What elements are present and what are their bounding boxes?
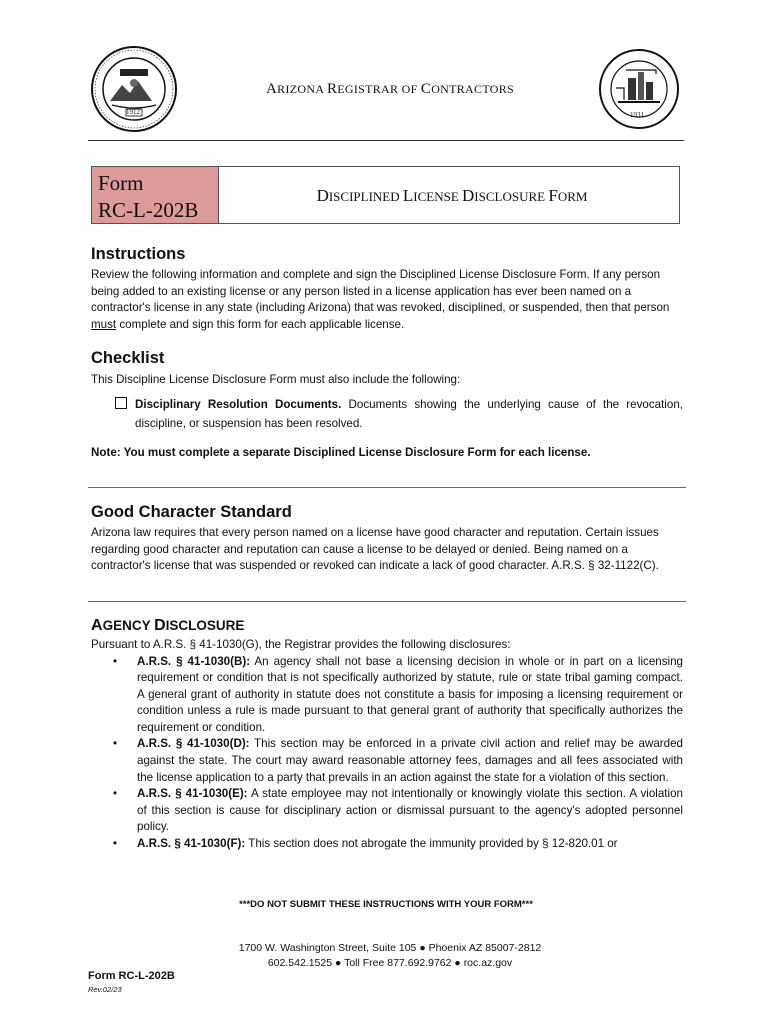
checkbox-icon[interactable] [115, 397, 127, 409]
agency-intro: Pursuant to A.R.S. § 41-1030(G), the Registrar provides the following disclosures: [91, 638, 511, 651]
right-seal-year: 1931 [630, 111, 644, 119]
form-code: Form RC-L-202B [88, 970, 175, 982]
form-number: RC-L-202B [98, 198, 199, 222]
left-seal-year: 1912 [126, 108, 140, 116]
form-title-initial: D [462, 186, 475, 205]
instructions-section [91, 245, 683, 333]
good-character-heading: Good Character Standard [91, 503, 292, 521]
form-label: Form [98, 171, 144, 195]
form-title [262, 186, 642, 206]
good-character-section [91, 503, 683, 575]
list-item: • A.R.S. § 41-1030(E): A state employee may not intentionally or knowingly violate this section. A violation of this section is cause for disciplinary action or dismissal pursuant to the agency's adopted personnel policy. [113, 787, 683, 834]
address-line-2: 602.542.1525 ● Toll Free 877.692.9762 ● roc.az.gov [267, 957, 513, 969]
form-title-initial: D [316, 186, 329, 205]
bullet-icon: ● [419, 942, 426, 954]
agency-bullets [111, 654, 683, 853]
form-title-rest: ISCLOSURE [474, 189, 549, 204]
header-divider [88, 140, 684, 141]
checklist-item: Disciplinary Resolution Documents. Documents showing the underlying cause of the revocation, discipline, or suspension has been resolved. [115, 395, 683, 433]
section-divider [88, 601, 686, 602]
checklist-intro: This Discipline License Disclosure Form must also include the following: [91, 373, 461, 386]
do-not-submit-notice: ***DO NOT SUBMIT THESE INSTRUCTIONS WITH YOUR FORM*** [239, 899, 533, 910]
section-divider [88, 487, 686, 488]
form-title-initial: L [402, 186, 414, 205]
agency-disclosure-heading: AGENCY DISCLOSURE [91, 617, 245, 634]
instructions-text: Review the following information and complete and sign the Disciplined License Disclosure Form. If any person being added to an existing license or any person listed in a license application has ever been named on a contractor's license in any state (including Arizona) that was revoked, disciplined, or suspended, then that person must complete and sign this form for each applicable license. [91, 268, 670, 331]
checklist-note: Note: You must complete a separate Disciplined License Disclosure Form for each license. [91, 445, 591, 459]
list-item: • A.R.S. § 41-1030(B): An agency shall not base a licensing decision in whole or in part on a licensing requirement or condition that is not specifically authorized by statute, rule or state tribal gaming compact. A general grant of authority in statute does not constitute a basis for imposing a licensing requirement or condition unless a rule is made pursuant to that general grant of authority that specifically authorizes the requirement or condition. [113, 654, 683, 734]
agency-title: ARIZONA REGISTRAR OF CONTRACTORS [266, 81, 514, 97]
form-title-rest: ICENSE [413, 189, 463, 204]
agency-disclosure-section [91, 617, 683, 853]
list-item: • A.R.S. § 41-1030(D): This section may be enforced in a private civil action and relief may be awarded against the state. The court may award reasonable attorney fees, damages and all fees associated with the license application to a party that prevails in an action against the state for a violation of this section. [113, 737, 683, 784]
list-item: • A.R.S. § 41-1030(F): This section does not abrogate the immunity provided by § 12-820.01 or [113, 837, 618, 851]
form-title-rest: ISCIPLINED [328, 189, 403, 204]
revision-date: Rev.02/23 [88, 985, 122, 994]
form-title-rest: ORM [557, 189, 588, 204]
instructions-heading: Instructions [91, 245, 186, 263]
good-character-text: Arizona law requires that every person named on a license have good character and reputation. Certain issues regarding good character and reputation can cause a license to be delayed or denied. Being named on a contractor's license that was suspended or revoked can indicate a lack of good character. A.R.S. § 32-1122(C). [91, 526, 659, 572]
checklist-heading: Checklist [91, 349, 165, 367]
checklist-section [91, 349, 683, 461]
form-title-initial: F [548, 186, 558, 205]
form-number-box [91, 166, 219, 224]
bullet-icon: ● [335, 957, 342, 969]
bullet-icon: ● [454, 957, 461, 969]
address-line-1: 1700 W. Washington Street, Suite 105 ● Phoenix AZ 85007-2812 [238, 942, 542, 954]
